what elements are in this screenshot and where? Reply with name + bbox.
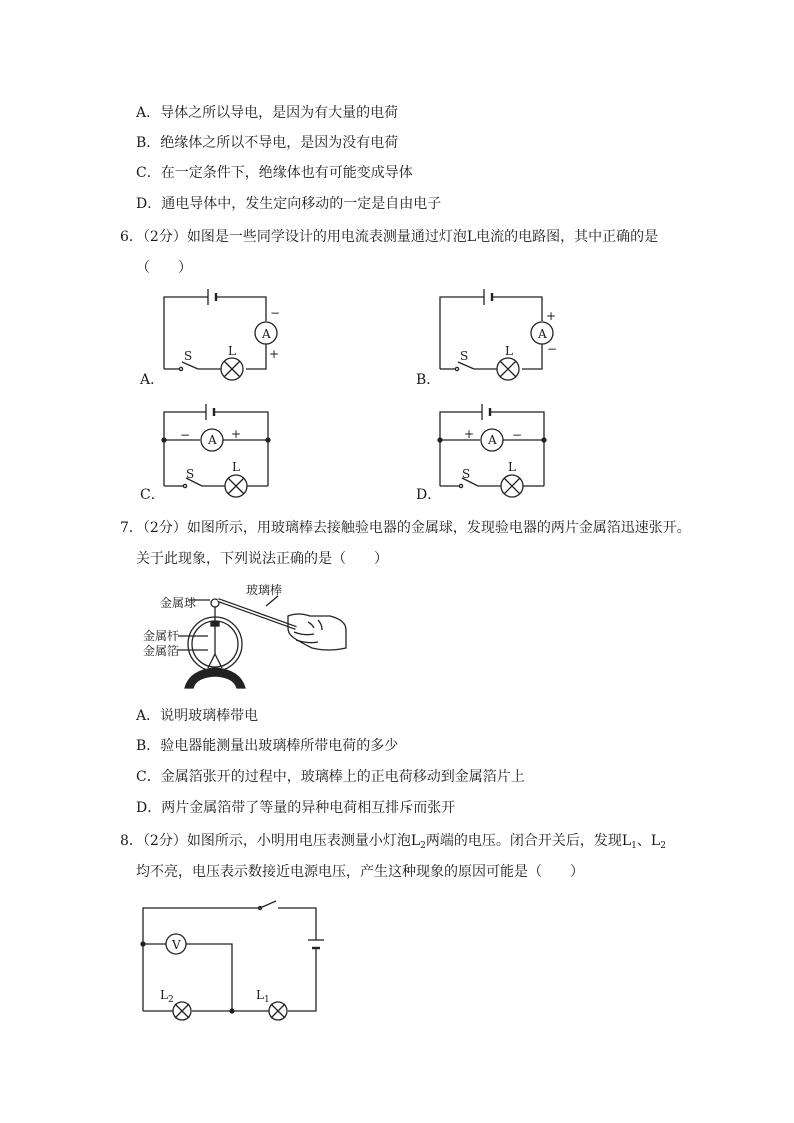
q8-stem: 8．（2分）如图所示，小明用电压表测量小灯泡$L_2$两端的电压。闭合开关后，发现$L_1$、$L_2$ xyxy=(120,833,666,851)
q7-stem-line2: 关于此现象，下列说法正确的是（ ） xyxy=(136,551,388,567)
q6-stem: 6．（2分）如图是一些同学设计的用电流表测量通过灯泡L电流的电路图，其中正确的是 xyxy=(120,229,659,245)
q6c-ammeter-symbol: A xyxy=(208,433,217,447)
q6c-lamp-label: L xyxy=(232,460,240,474)
q7-option-c: C．金属箔张开的过程中，玻璃棒上的正电荷移动到金属箔片上 xyxy=(136,769,525,785)
q6b-minus-sign: − xyxy=(547,342,558,356)
q6a-ammeter-symbol: A xyxy=(262,327,271,341)
q5-option-b: B．绝缘体之所以不导电，是因为没有电荷 xyxy=(136,135,399,151)
q6-option-c-label: C． xyxy=(140,487,165,503)
q6d-plus-sign: + xyxy=(464,427,475,441)
q7-label-glass-rod: 玻璃棒 xyxy=(246,583,283,597)
q6c-plus-sign: + xyxy=(231,427,242,441)
q7-option-a: A．说明玻璃棒带电 xyxy=(136,708,259,724)
q5-option-a: A．导体之所以导电，是因为有大量的电荷 xyxy=(136,105,399,121)
q7-label-metal-ball: 金属球 xyxy=(160,596,197,610)
q6d-minus-sign: − xyxy=(512,428,523,442)
q7-label-metal-stick: 金属杆 xyxy=(143,629,180,643)
q6-option-b-label: B． xyxy=(416,372,441,388)
q5-option-d: D．通电导体中，发生定向移动的一定是自由电子 xyxy=(136,196,442,212)
q8-lamp1-label: $L_1$ xyxy=(256,988,270,1005)
q6b-ammeter-symbol: A xyxy=(538,327,547,341)
q8-stem-line2: 均不亮，电压表示数接近电源电压，产生这种现象的原因可能是（ ） xyxy=(136,864,584,880)
q8-lamp2-label: $L_2$ xyxy=(160,988,174,1005)
q6-option-d-label: D． xyxy=(416,487,442,503)
q6d-ammeter-symbol: A xyxy=(488,433,497,447)
q6b-lamp-label: L xyxy=(505,344,513,358)
q6b-plus-sign: + xyxy=(546,309,557,323)
q7-option-d: D．两片金属箔带了等量的异种电荷相互排斥而张开 xyxy=(136,800,456,816)
q6d-lamp-label: L xyxy=(508,460,516,474)
q6a-minus-sign: − xyxy=(270,306,281,320)
q6c-switch-label: S xyxy=(186,467,195,481)
q8-voltmeter-symbol: V xyxy=(172,938,181,952)
q6b-switch-label: S xyxy=(460,349,469,363)
q6a-plus-sign: + xyxy=(269,347,280,361)
q6a-lamp-label: L xyxy=(228,344,236,358)
q7-option-b: B．验电器能测量出玻璃棒所带电荷的多少 xyxy=(136,738,399,754)
q7-stem: 7．（2分）如图所示，用玻璃棒去接触验电器的金属球，发现验电器的两片金属箔迅速张开。 xyxy=(120,520,691,536)
q6c-minus-sign: − xyxy=(180,428,191,442)
q6a-switch-label: S xyxy=(184,349,193,363)
q6-answer-paren: （ ） xyxy=(136,260,192,276)
q5-option-c: C．在一定条件下，绝缘体也有可能变成导体 xyxy=(136,165,413,181)
q6d-switch-label: S xyxy=(462,467,471,481)
q6-option-a-label: A． xyxy=(140,372,165,388)
q7-label-metal-foil: 金属箔 xyxy=(143,644,180,658)
